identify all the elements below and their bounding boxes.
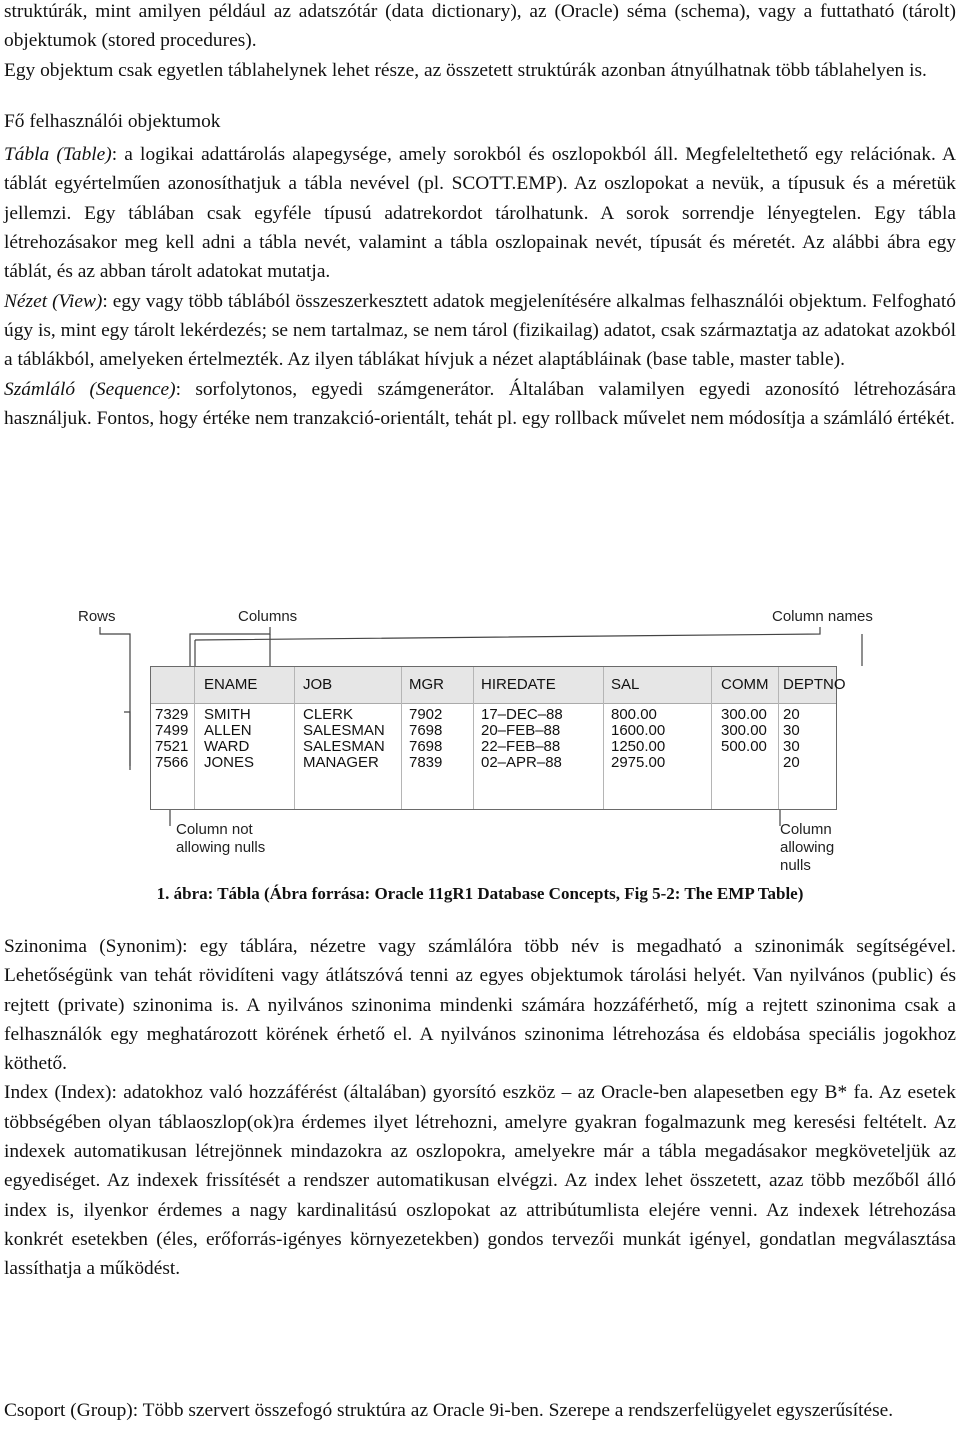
cell-deptno: 20 — [783, 706, 800, 723]
col-divider — [711, 667, 712, 809]
emp-table — [150, 666, 846, 810]
header-sal: SAL — [611, 676, 640, 693]
label-columns: Columns — [238, 608, 298, 625]
header-hiredate: HIREDATE — [481, 676, 556, 693]
label-allow-null — [780, 821, 834, 875]
col-divider — [603, 667, 604, 809]
cell-sal: 2975.00 — [611, 754, 666, 771]
sequence-text: : sorfolytonos, egyedi számgenerátor. Általában valamilyen egyedi azonosító létrehozására használjuk. Fontos, hogy értéke nem tranzakció-orientált, tehát pl. egy rollback művelet nem módosítja a számláló értékét. — [4, 378, 956, 429]
row-id: 7499 — [155, 722, 189, 739]
col-divider — [473, 667, 474, 809]
cell-job: SALESMAN — [303, 738, 385, 755]
cell-comm: 300.00 — [721, 722, 767, 739]
col-divider — [294, 667, 295, 809]
cell-ename: ALLEN — [204, 722, 252, 739]
cell-job: CLERK — [303, 706, 354, 723]
cell-hiredate: 22–FEB–88 — [481, 738, 561, 755]
cell-hiredate: 02–APR–88 — [481, 754, 562, 771]
cell-deptno: 30 — [783, 722, 800, 739]
group-paragraph: Csoport (Group): Több szervert összefogó struktúra az Oracle 9i-ben. Szerepe a rendszerfelügyelet egyszerűsítése. — [4, 1400, 894, 1421]
cell-hiredate: 20–FEB–88 — [481, 722, 561, 739]
table-text: : a logikai adattárolás alapegysége, amely sorokból és oszlopokból áll. Megfeleltethető egy relációnak. A táblát egyértelműen azonosíthatjuk a tábla nevével (pl. SCOTT.EMP). Az oszlopokat a nevük, a típusuk és a méretük jellemzi. Egy táblában csak egyféle típusú adatrekordot tárolhatunk. A sorok sorrendje lényegtelen. Egy tábla létrehozásakor meg kell adni a tábla nevét, valamint a tábla oszlopainak nevét, típusát és méretét. Az alábbi ábra egy táblát, és az abban tárolt adatokat mutatja. — [4, 144, 956, 283]
cell-hiredate: 17–DEC–88 — [481, 706, 563, 723]
label-column-names: Column names — [772, 608, 873, 625]
label-allow-null-line-1: Column — [780, 821, 832, 838]
label-allow-null-line-3: nulls — [780, 857, 811, 874]
view-term: Nézet (View) — [4, 290, 103, 312]
cell-mgr: 7698 — [409, 738, 443, 755]
cell-comm: 300.00 — [721, 706, 767, 723]
cell-sal: 1600.00 — [611, 722, 666, 739]
col-divider — [778, 667, 779, 809]
intro-paragraph-2: Egy objektum csak egyetlen táblahelynek lehet része, az összetett struktúrák azonban átnyúlhatnak több táblahelyen is. — [4, 59, 927, 81]
cell-deptno: 20 — [783, 754, 800, 771]
label-allow-null-line-2: allowing — [780, 839, 835, 856]
header-comm: COMM — [721, 676, 769, 693]
row-id: 7329 — [155, 706, 189, 723]
header-job: JOB — [303, 676, 333, 693]
cell-mgr: 7698 — [409, 722, 443, 739]
view-definition — [4, 287, 956, 375]
cell-job: MANAGER — [303, 754, 379, 771]
col-divider — [194, 667, 195, 809]
group-section — [4, 1396, 956, 1425]
cell-sal: 800.00 — [611, 706, 657, 723]
header-deptno: DEPTNO — [783, 676, 846, 693]
sequence-term: Számláló (Sequence) — [4, 378, 176, 400]
header-mgr: MGR — [409, 676, 444, 693]
cell-sal: 1250.00 — [611, 738, 666, 755]
cell-deptno: 30 — [783, 738, 800, 755]
header-ename: ENAME — [204, 676, 258, 693]
col-divider — [401, 667, 402, 809]
label-rows: Rows — [78, 608, 116, 625]
top-text — [4, 0, 956, 433]
view-text: : egy vagy több táblából összeszerkesztett adatok megjelenítésére alkalmas felhasználói objektum. Felfogható úgy is, mint egy tárolt lekérdezés; se nem tartalmaz, se nem tárol (fizikailag) adatot, csak származtatja az adatokat azokból a táblákból, amelyeken értelmezték. Az ilyen táblákat hívjuk a nézet alaptábláinak (base table, master table). — [4, 290, 956, 371]
cell-ename: JONES — [204, 754, 255, 771]
index-paragraph: Index (Index): adatokhoz való hozzáférést (általában) gyorsító eszköz – az Oracle-ben alapesetben egy B* fa. Az esetek többségében olyan táblaoszlop(ok)ra érdemes ilyet létrehozni, amelyre gyakran fogalmazunk meg keresési feltételt. Az indexek automatikusan létrejönnek mindazokra az oszlopokra, amelyekre már a tábla megadásakor megköveteljük az egyediséget. Az indexek frissítését a rendszer automatikusan elvégzi. Az index lehet összetett, azaz több mezőből álló index is, ilyenkor érdemes a nagy kardinalitású oszlopokat az attribútumlista elejére venni. Az indexek létrehozása konkrét esetekben (éles, erőforrás-igényes környezetekben) gondos tervezői munkát igényel, gondatlan megválasztása lassíthatja a működést. — [4, 1082, 956, 1280]
bottom-text — [4, 932, 956, 1284]
sequence-definition — [4, 375, 956, 434]
section-heading: Fő felhasználói objektumok — [4, 110, 221, 132]
cell-job: SALESMAN — [303, 722, 385, 739]
label-not-null — [176, 821, 265, 857]
label-not-null-line-2: allowing nulls — [176, 839, 266, 856]
cell-ename: WARD — [204, 738, 250, 755]
figure-caption: 1. ábra: Tábla (Ábra forrása: Oracle 11gR1 Database Concepts, Fig 5-2: The EMP Table) — [156, 884, 804, 903]
synonym-paragraph: Szinonima (Synonim): egy táblára, nézetre vagy számlálóra több név is megadható a szinonimák segítségével. Lehetőségünk van tehát rövidíteni vagy átlátszóvá tenni az egyes objektumok tárolási helyét. Van nyilvános (public) és rejtett (private) szinonima is. A nyilvános szinonima mindenki számára hozzáférhető, míg a rejtett szinonima csak a felhasználók egy meghatározott körének érhető el. A nyilvános szinonima létrehozása és eldobása speciális jogokhoz köthető. — [4, 936, 956, 1075]
row-id: 7566 — [155, 754, 189, 771]
cell-comm: 500.00 — [721, 738, 767, 755]
label-not-null-line-1: Column not — [176, 821, 253, 838]
table-term: Tábla (Table) — [4, 144, 112, 166]
table-definition — [4, 140, 956, 286]
cell-ename: SMITH — [204, 706, 251, 723]
intro-paragraph-1: struktúrák, mint amilyen például az adatszótár (data dictionary), az (Oracle) séma (schema), vagy a futtatható (tárolt) objektumok (stored procedures). — [4, 1, 956, 52]
cell-mgr: 7902 — [409, 706, 443, 723]
row-id: 7521 — [155, 738, 189, 755]
cell-mgr: 7839 — [409, 754, 443, 771]
